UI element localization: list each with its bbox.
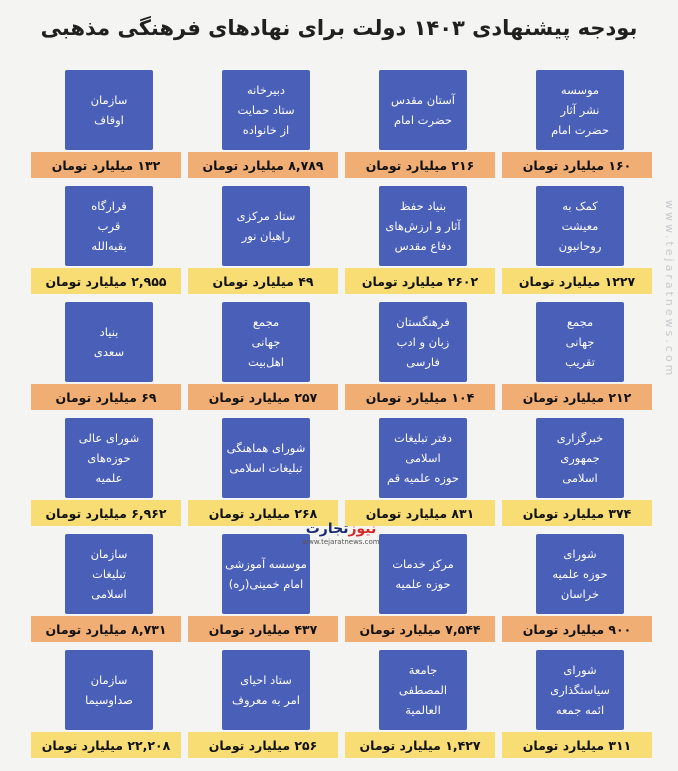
budget-amount: ۶۹ میلیارد تومان — [31, 384, 181, 410]
budget-amount: ۹۰۰ میلیارد تومان — [502, 616, 652, 642]
institution-name: شورای سیاستگذاری ائمه جمعه — [536, 650, 624, 730]
budget-item — [31, 302, 181, 410]
budget-item — [31, 534, 181, 642]
institution-name: مجمع جهانی اهل‌بیت — [222, 302, 310, 382]
budget-amount: ۱۳۲ میلیارد تومان — [31, 152, 181, 178]
institution-name: سازمان تبلیغات اسلامی — [65, 534, 153, 614]
budget-amount: ۳۷۴ میلیارد تومان — [502, 500, 652, 526]
budget-amount: ۸,۷۸۹ میلیارد تومان — [188, 152, 338, 178]
budget-amount: ۸۳۱ میلیارد تومان — [345, 500, 495, 526]
institution-name: خبرگزاری جمهوری اسلامی — [536, 418, 624, 498]
budget-item — [502, 70, 652, 178]
budget-item — [345, 418, 495, 526]
budget-item — [188, 650, 338, 758]
budget-amount: ۶,۹۶۲ میلیارد تومان — [31, 500, 181, 526]
budget-item — [345, 302, 495, 410]
logo-accent: نیوز — [348, 521, 377, 537]
budget-amount: ۴۹ میلیارد تومان — [188, 268, 338, 294]
budget-amount: ۲۶۸ میلیارد تومان — [188, 500, 338, 526]
budget-item — [188, 186, 338, 294]
budget-item — [188, 302, 338, 410]
institution-name: مجمع جهانی تقریب — [536, 302, 624, 382]
budget-amount: ۲۱۶ میلیارد تومان — [345, 152, 495, 178]
institution-name: ستاد احیای امر به معروف — [222, 650, 310, 730]
budget-item — [345, 186, 495, 294]
budget-item — [188, 70, 338, 178]
budget-amount: ۴۳۷ میلیارد تومان — [188, 616, 338, 642]
budget-amount: ۱,۴۲۷ میلیارد تومان — [345, 732, 495, 758]
budget-amount: ۲۶۰۲ میلیارد تومان — [345, 268, 495, 294]
budget-item — [502, 534, 652, 642]
budget-amount: ۲۵۶ میلیارد تومان — [188, 732, 338, 758]
institution-name: سازمان صداوسیما — [65, 650, 153, 730]
page-title: بودجه پیشنهادی ۱۴۰۳ دولت برای نهادهای فرهنگی مذهبی — [40, 16, 638, 40]
budget-item — [31, 70, 181, 178]
institution-name: جامعة المصطفی العالمیة — [379, 650, 467, 730]
logo-url: www.tejaratnews.com — [302, 537, 380, 546]
institution-name: ستاد مرکزی راهیان نور — [222, 186, 310, 266]
institution-name: دفتر تبلیغات اسلامی حوزه علمیه قم — [379, 418, 467, 498]
budget-amount: ۱۶۰ میلیارد تومان — [502, 152, 652, 178]
institution-name: بنیاد سعدی — [65, 302, 153, 382]
institution-name: سازمان اوقاف — [65, 70, 153, 150]
budget-item — [502, 302, 652, 410]
budget-amount: ۲۵۷ میلیارد تومان — [188, 384, 338, 410]
budget-amount: ۱۰۴ میلیارد تومان — [345, 384, 495, 410]
budget-item — [345, 70, 495, 178]
institution-name: موسسه نشر آثار حضرت امام — [536, 70, 624, 150]
budget-amount: ۳۱۱ میلیارد تومان — [502, 732, 652, 758]
budget-item — [188, 418, 338, 526]
institution-name: مرکز خدمات حوزه علمیه — [379, 534, 467, 614]
budget-item — [502, 186, 652, 294]
budget-amount: ۸,۷۳۱ میلیارد تومان — [31, 616, 181, 642]
institution-name: موسسه آموزشی امام خمینی(ره) — [222, 534, 310, 614]
institution-name: شورای حوزه علمیه خراسان — [536, 534, 624, 614]
budget-amount: ۱۲۲۷ میلیارد تومان — [502, 268, 652, 294]
institution-name: قرارگاه قرب بقیه‌الله — [65, 186, 153, 266]
institution-name: دبیرخانه ستاد حمایت از خانواده — [222, 70, 310, 150]
budget-grid — [20, 70, 652, 758]
institution-name: بنیاد حفظ آثار و ارزش‌های دفاع مقدس — [379, 186, 467, 266]
tejarat-news-logo — [291, 521, 391, 553]
budget-item — [345, 650, 495, 758]
budget-amount: ۲۲,۲۰۸ میلیارد تومان — [31, 732, 181, 758]
budget-item — [502, 650, 652, 758]
budget-amount: ۷,۵۴۴ میلیارد تومان — [345, 616, 495, 642]
watermark: www.tejaratnews.com — [663, 200, 676, 379]
budget-item — [31, 650, 181, 758]
institution-name: شورای عالی حوزه‌های علمیه — [65, 418, 153, 498]
institution-name: شورای هماهنگی تبلیغات اسلامی — [222, 418, 310, 498]
budget-item — [31, 418, 181, 526]
budget-amount: ۲,۹۵۵ میلیارد تومان — [31, 268, 181, 294]
institution-name: آستان مقدس حضرت امام — [379, 70, 467, 150]
budget-amount: ۲۱۲ میلیارد تومان — [502, 384, 652, 410]
budget-item — [31, 186, 181, 294]
logo-main: تجارت — [305, 521, 349, 537]
institution-name: کمک به معیشت روحانیون — [536, 186, 624, 266]
institution-name: فرهنگستان زبان و ادب فارسی — [379, 302, 467, 382]
budget-item — [502, 418, 652, 526]
